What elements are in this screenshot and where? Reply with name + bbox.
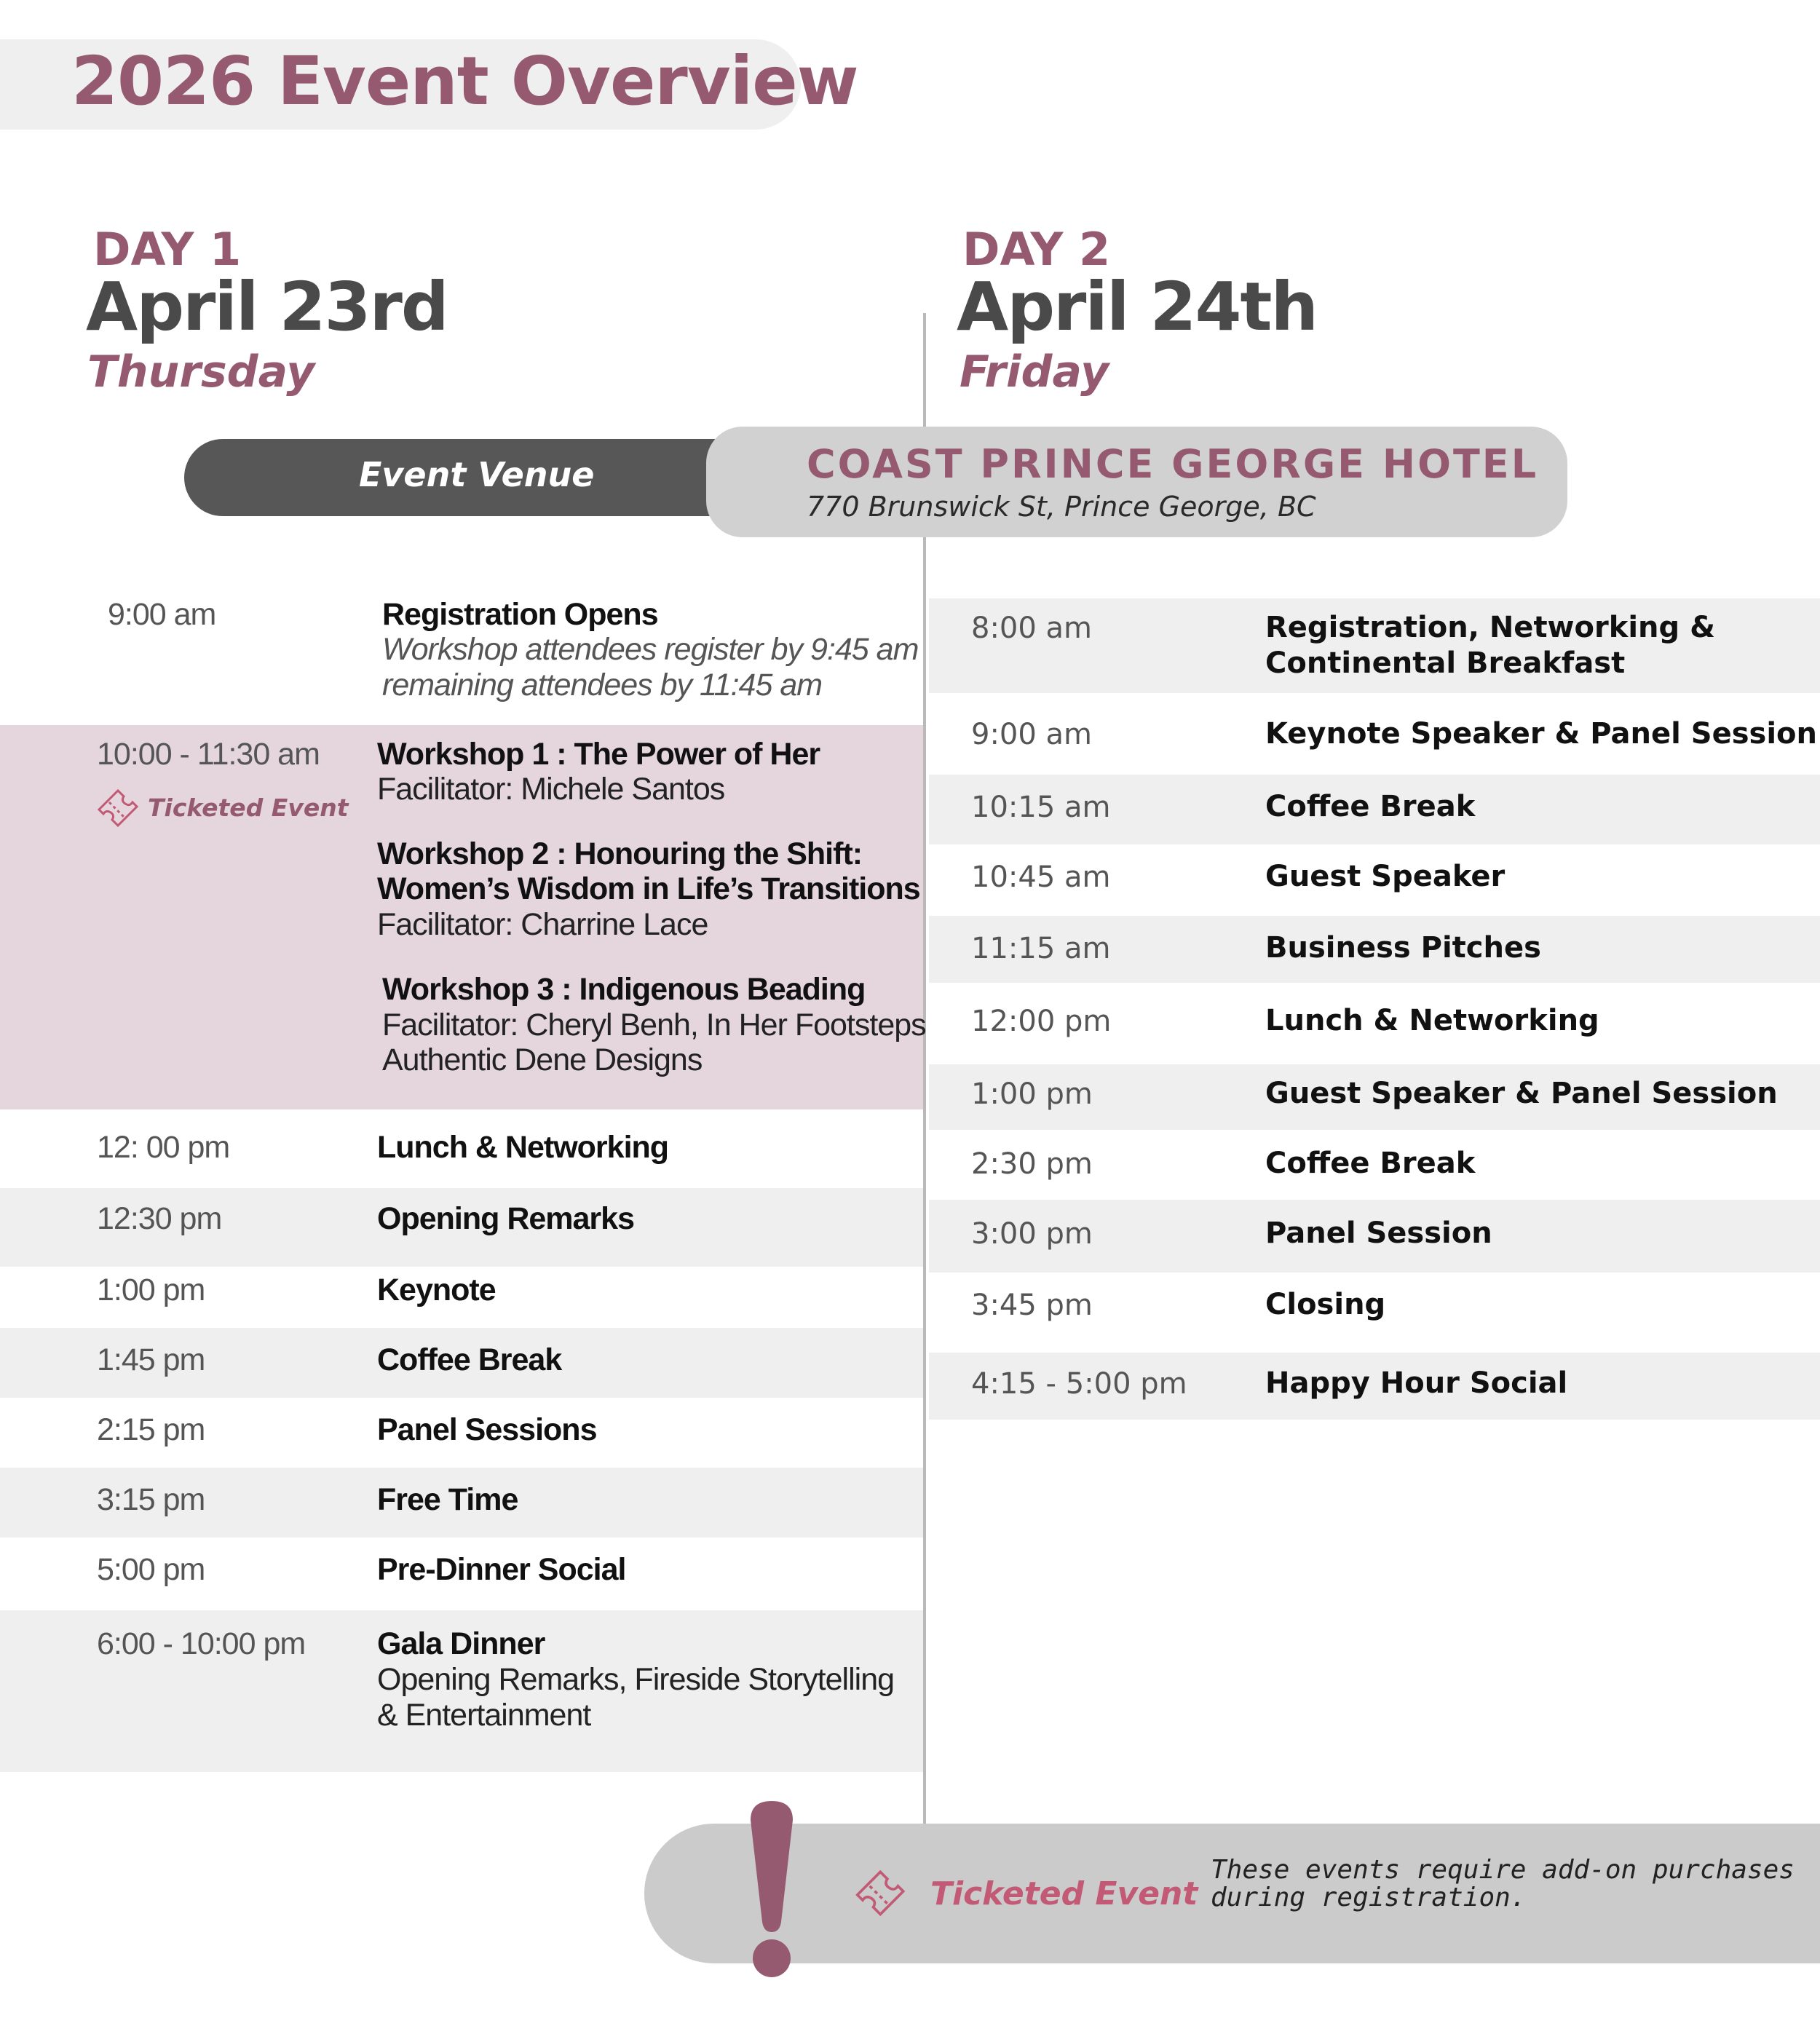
day1-label: DAY 1	[93, 223, 242, 276]
legend-note-line1: These events require add-on purchases	[1211, 1855, 1795, 1885]
day1-date: April 23rd	[86, 268, 448, 346]
day1-row-title: Panel Sessions	[377, 1412, 597, 1447]
day2-row-time: 8:00 am	[971, 612, 1093, 645]
day2-row	[929, 1353, 1820, 1420]
day1-row-time: 12: 00 pm	[97, 1130, 230, 1165]
gala-title: Gala Dinner	[377, 1626, 545, 1661]
day1-row-time: 12:30 pm	[97, 1201, 222, 1236]
day2-row-time: 11:15 am	[971, 932, 1111, 965]
day1-row	[0, 1538, 923, 1610]
day2-row	[929, 916, 1820, 983]
day2-row	[929, 1200, 1820, 1273]
day2-row-title: Keynote Speaker & Panel Session	[1265, 717, 1818, 751]
day2-row-title: Happy Hour Social	[1265, 1366, 1568, 1400]
workshop-time: 10:00 - 11:30 am	[97, 737, 320, 772]
day1-gala-row	[0, 1610, 923, 1772]
day1-registration-note1: Workshop attendees register by 9:45 am	[382, 632, 919, 667]
legend-note	[1211, 1856, 1795, 1912]
legend-ticketed-label: Ticketed Event	[930, 1875, 1198, 1912]
day1-row-time: 5:00 pm	[97, 1552, 205, 1587]
day1-row	[0, 1188, 923, 1267]
workshop3-facilitator-line1: Facilitator: Cheryl Benh, In Her Footsteps	[382, 1008, 926, 1042]
workshop1-title: Workshop 1 : The Power of Her	[377, 737, 820, 772]
workshop2-facilitator: Facilitator: Charrine Lace	[377, 907, 708, 942]
day1-registration-title: Registration Opens	[382, 597, 658, 632]
day1-row-title: Free Time	[377, 1482, 518, 1517]
day2-row	[929, 775, 1820, 844]
ticket-icon	[850, 1862, 909, 1924]
day2-row-time: 1:00 pm	[971, 1077, 1093, 1111]
day1-row	[0, 1267, 923, 1328]
ticketed-event-label: Ticketed Event	[148, 794, 349, 822]
gala-sub-line2: & Entertainment	[377, 1698, 591, 1733]
day2-row-title: Closing	[1265, 1288, 1386, 1321]
day2-weekday: Friday	[960, 347, 1109, 397]
day2-row-title-line2: Continental Breakfast	[1265, 646, 1626, 680]
day2-row-time: 2:30 pm	[971, 1147, 1093, 1181]
day2-row	[929, 1130, 1820, 1200]
day2-row-title: Guest Speaker	[1265, 860, 1506, 893]
day1-row	[0, 1109, 923, 1188]
day1-row-title: Keynote	[377, 1273, 496, 1307]
workshop2-title-line1: Workshop 2 : Honouring the Shift:	[377, 836, 863, 871]
day2-date: April 24th	[957, 268, 1318, 346]
day2-label: DAY 2	[962, 223, 1111, 276]
day2-row-time: 3:00 pm	[971, 1217, 1093, 1251]
day2-row	[929, 844, 1820, 916]
day1-row-title: Pre-Dinner Social	[377, 1552, 626, 1587]
day2-row	[929, 598, 1820, 693]
day2-row	[929, 1273, 1820, 1353]
day2-row-title: Lunch & Networking	[1265, 1004, 1599, 1037]
day2-row-time: 9:00 am	[971, 718, 1093, 751]
column-divider	[923, 313, 926, 1824]
day2-row-title: Business Pitches	[1265, 931, 1541, 965]
day1-weekday: Thursday	[87, 347, 315, 397]
day2-row-title: Panel Session	[1265, 1216, 1492, 1250]
workshop-block	[0, 725, 926, 1109]
day2-row-title: Coffee Break	[1265, 790, 1476, 823]
day1-row	[0, 1468, 923, 1538]
day1-row-time: 1:45 pm	[97, 1342, 205, 1377]
day1-row	[0, 1328, 923, 1398]
day1-row-time: 1:00 pm	[97, 1273, 205, 1307]
day2-row-title: Guest Speaker & Panel Session	[1265, 1077, 1778, 1110]
venue-address: 770 Brunswick St, Prince George, BC	[807, 491, 1316, 523]
day2-row	[929, 1064, 1820, 1130]
day2-row-title-line1: Registration, Networking &	[1265, 611, 1715, 644]
gala-time: 6:00 - 10:00 pm	[97, 1626, 306, 1661]
workshop3-facilitator-line2: Authentic Dene Designs	[382, 1042, 703, 1077]
gala-sub-line1: Opening Remarks, Fireside Storytelling	[377, 1662, 895, 1697]
workshop1-facilitator: Facilitator: Michele Santos	[377, 772, 725, 807]
day2-row-title: Coffee Break	[1265, 1147, 1476, 1180]
exclamation-icon	[746, 1798, 797, 1984]
workshop2-title-line2: Women’s Wisdom in Life’s Transitions	[377, 871, 920, 906]
day2-row-time: 10:45 am	[971, 860, 1111, 894]
venue-label: Event Venue	[359, 455, 595, 494]
page-title: 2026 Event Overview	[71, 42, 858, 120]
workshop3-title: Workshop 3 : Indigenous Beading	[382, 972, 866, 1007]
legend-note-line2: during registration.	[1211, 1883, 1527, 1912]
venue-info-pill	[706, 427, 1567, 537]
day2-row	[929, 983, 1820, 1064]
day1-registration-time: 9:00 am	[108, 597, 216, 632]
venue-name: COAST PRINCE GEORGE HOTEL	[807, 441, 1539, 487]
day2-row-time: 12:00 pm	[971, 1005, 1112, 1038]
day2-row-time: 10:15 am	[971, 791, 1111, 824]
day1-row-time: 2:15 pm	[97, 1412, 205, 1447]
day1-row-title: Opening Remarks	[377, 1201, 634, 1236]
day2-row-time: 4:15 - 5:00 pm	[971, 1367, 1187, 1401]
day1-row	[0, 1398, 923, 1468]
day1-row-time: 3:15 pm	[97, 1482, 205, 1517]
day1-registration-note2: remaining attendees by 11:45 am	[382, 668, 823, 703]
day1-row-title: Lunch & Networking	[377, 1130, 669, 1165]
ticket-icon	[93, 785, 141, 832]
venue-label-pill	[184, 439, 767, 516]
day2-row	[929, 693, 1820, 775]
day1-row-title: Coffee Break	[377, 1342, 562, 1377]
day2-row-time: 3:45 pm	[971, 1289, 1093, 1322]
